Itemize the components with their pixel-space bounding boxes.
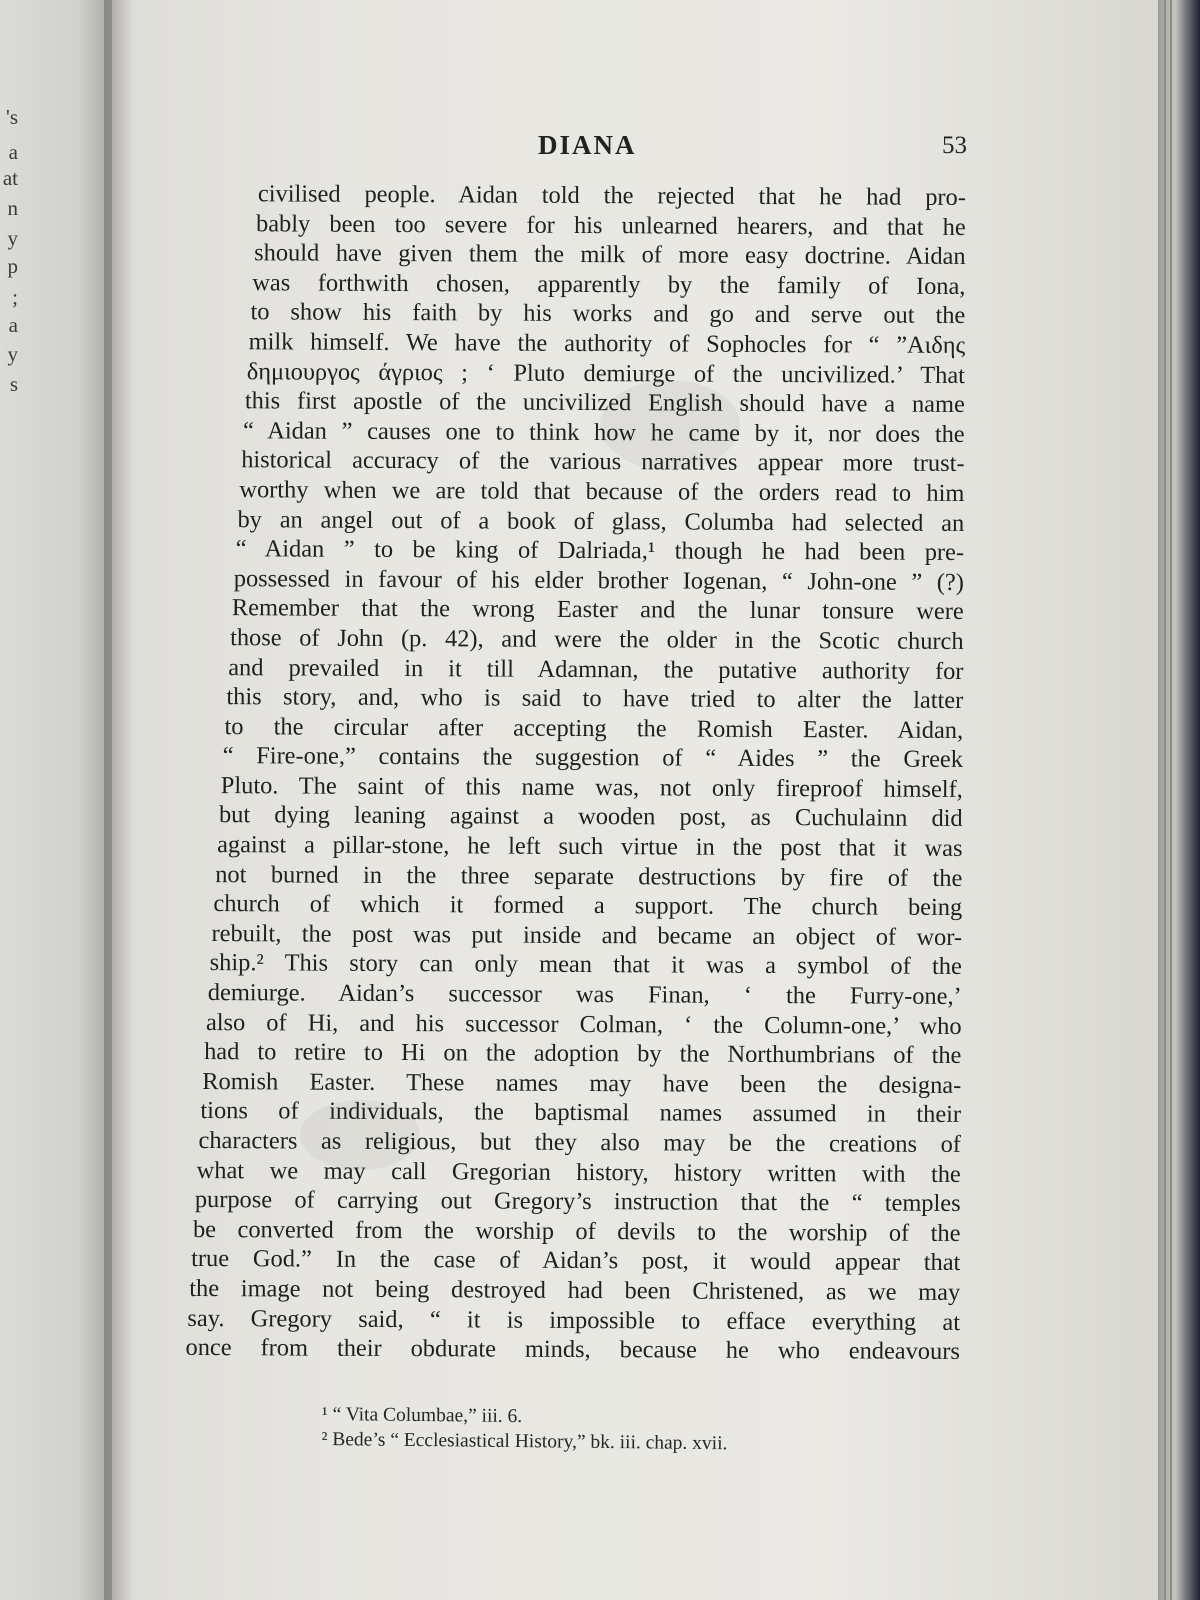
text-line: civilised people. Aidan told the rejected that he had pro- xyxy=(257,180,966,211)
text-line: not burned in the three separate destructions by fire of the xyxy=(215,860,963,892)
left-page-fragment: n xyxy=(7,196,18,220)
text-line: to show his faith by his works and go and serve out the xyxy=(250,298,966,330)
left-page-fragment: a xyxy=(8,140,18,164)
left-page-fragment: p xyxy=(7,254,18,278)
text-line: those of John (p. 42), and were the older in the Scotic church xyxy=(230,624,964,655)
text-line: church of which it formed a support. The church being xyxy=(213,890,963,922)
footnotes xyxy=(321,1402,921,1458)
text-line: and prevailed in it till Adamnan, the putative authority for xyxy=(228,653,964,685)
text-line: to the circular after accepting the Romish Easter. Aidan, xyxy=(224,712,964,744)
text-line: by an angel out of a book of glass, Columba had selected an xyxy=(237,505,965,537)
text-line: should have given them the milk of more easy doctrine. Aidan xyxy=(254,239,966,271)
text-line: “ Aidan ” causes one to think how he came by it, nor does the xyxy=(243,416,965,448)
text-line: also of Hi, and his successor Colman, ‘ the Column-one,’ who xyxy=(205,1008,962,1040)
text-line: had to retire to Hi on the adoption by the Northumbrians of the xyxy=(204,1038,962,1070)
text-line: but dying leaning against a wooden post, as Cuchulainn did xyxy=(218,801,963,833)
text-line: “ Aidan ” to be king of Dalriada,¹ though he had been pre- xyxy=(235,535,965,567)
body-text xyxy=(184,179,968,1367)
text-line: Remember that the wrong Easter and the lunar tonsure were xyxy=(231,594,964,626)
text-line: “ Fire-one,” contains the suggestion of “ Aides ” the Greek xyxy=(222,742,964,774)
text-line: be converted from the worship of devils to the worship of the xyxy=(192,1215,961,1247)
text-line: historical accuracy of the various narratives appear more trust- xyxy=(241,446,965,478)
text-line: ship.² This story can only mean that it was a symbol of the xyxy=(209,949,962,981)
running-title: DIANA xyxy=(538,130,637,160)
text-line: δημιουργος άγριος ; ‘ Pluto demiurge of the uncivilized.’ That xyxy=(246,357,966,389)
text-line: the image not being destroyed had been Christened, as we may xyxy=(189,1274,961,1306)
left-page-fragment: s xyxy=(9,372,18,396)
text-line: rebuilt, the post was put inside and became an object of wor- xyxy=(211,919,963,951)
text-line: characters as religious, but they also may be the creations of xyxy=(198,1126,962,1158)
text-line: against a pillar-stone, he left such virtue in the post that it was xyxy=(217,831,963,863)
left-page-fragment: at xyxy=(2,166,18,190)
text-line: Pluto. The saint of this name was, not only fireproof himself, xyxy=(220,771,963,803)
left-page-fragment: y xyxy=(7,342,18,366)
text-line: tions of individuals, the baptismal names assumed in their xyxy=(200,1097,962,1129)
text-line: worthy when we are told that because of the orders read to him xyxy=(239,476,965,507)
text-line: Romish Easter. These names may have been the designa- xyxy=(202,1067,962,1099)
page-number: 53 xyxy=(942,132,967,159)
left-page-fragment: y xyxy=(7,226,18,250)
text-line: say. Gregory said, “ it is impossible to efface everything at xyxy=(187,1304,961,1336)
text-line: purpose of carrying out Gregory’s instruction that the “ temples xyxy=(194,1186,961,1218)
text-line: what we may call Gregorian history, history written with the xyxy=(196,1156,961,1188)
page-edge-line xyxy=(1170,0,1172,1600)
text-line: this story, and, who is said to have tried to alter the latter xyxy=(226,683,964,715)
left-page-fragment: a xyxy=(8,313,18,337)
page-edge-line xyxy=(1164,0,1166,1600)
next-book-edge xyxy=(1158,0,1200,1600)
text-line: bably been too severe for his unlearned hearers, and that he xyxy=(256,209,966,241)
text-line: possessed in favour of his elder brother Iogenan, “ John-one ” (?) xyxy=(233,564,964,596)
footnote: ¹ “ Vita Columbae,” iii. 6. xyxy=(321,1403,523,1428)
text-line: true God.” In the case of Aidan’s post, it would appear that xyxy=(191,1245,961,1277)
left-page-fragment: ; xyxy=(12,285,18,309)
text-line: this first apostle of the uncivilized English should have a name xyxy=(244,387,965,419)
text-line: milk himself. We have the authority of Sophocles for “ ”Αιδης xyxy=(248,328,966,359)
left-page-fragment: 's xyxy=(6,105,18,129)
text-line: demiurge. Aidan’s successor was Finan, ‘ the Furry-one,’ xyxy=(207,979,962,1011)
text-line: once from their obdurate minds, because he who endeavours xyxy=(185,1334,960,1366)
text-line: was forthwith chosen, apparently by the family of Iona, xyxy=(252,269,966,300)
footnote: ² Bede’s “ Ecclesiastical History,” bk. iii. chap. xvii. xyxy=(321,1428,728,1455)
